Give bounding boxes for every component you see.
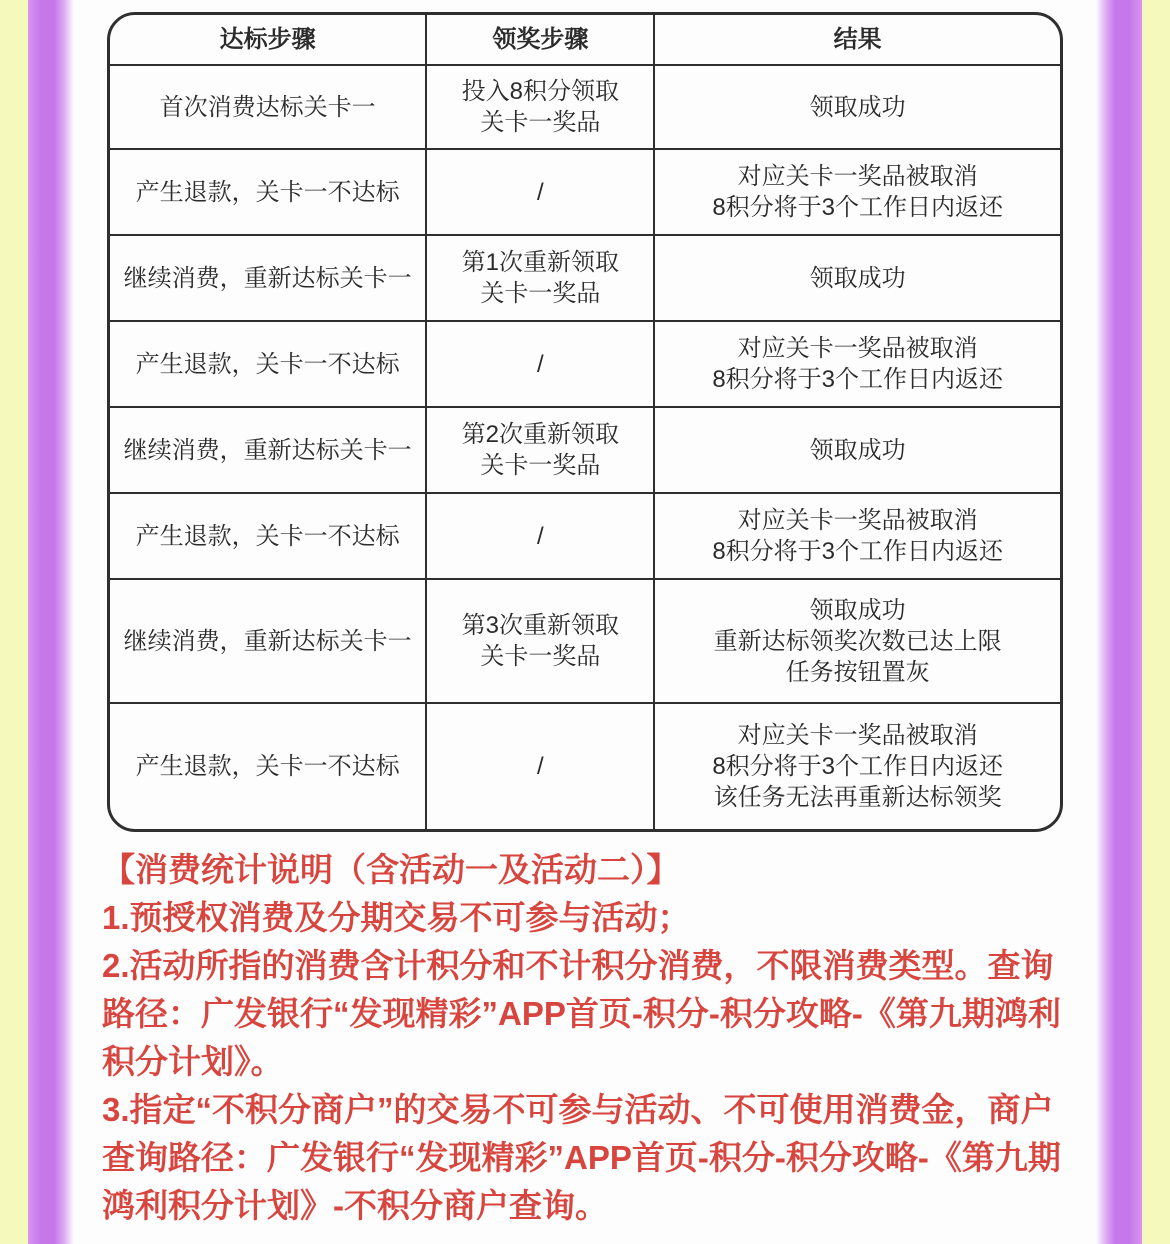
cell-line: 对应关卡一奖品被取消: [737, 507, 978, 534]
table-row: [110, 321, 1060, 407]
cell-line: 对应关卡一奖品被取消: [737, 163, 978, 190]
step-cell: [110, 235, 426, 321]
table-row: [110, 235, 1060, 321]
cell-line: 关卡一奖品: [480, 109, 601, 136]
cell-line: 该任务无法再重新达标领奖: [713, 784, 1002, 811]
cell-line: 8积分将于3个工作日内返还: [712, 538, 1004, 565]
notes-heading: 【消费统计说明（含活动一及活动二）】: [102, 851, 680, 888]
header-cell: 领奖步骤: [426, 15, 654, 65]
cell-line: 首次消费达标关卡一: [159, 93, 376, 121]
cell-line: 产生退款，关卡一不达标: [135, 178, 400, 206]
step-cell: [110, 703, 426, 829]
result-cell: [654, 493, 1060, 579]
result-cell: [654, 65, 1060, 149]
cell-line: 继续消费，重新达标关卡一: [123, 264, 412, 292]
note-item: 3.指定“不积分商户”的交易不可参与活动、不可使用消费金，商户查询路径：广发银行“发现精彩”APP首页-积分-积分攻略-《第九期鸿利积分计划》-不积分商户查询。: [102, 1091, 1061, 1224]
cell-line: 关卡一奖品: [480, 280, 601, 307]
cell-line: 投入8积分领取: [461, 78, 620, 105]
cell-line: 产生退款，关卡一不达标: [135, 350, 400, 378]
cell-line: 继续消费，重新达标关卡一: [123, 436, 412, 464]
cell-line: 领取成功: [809, 436, 906, 464]
cell-line: 重新达标领奖次数已达上限: [713, 627, 1002, 655]
reward-table-container: [107, 12, 1063, 832]
cell-line: 对应关卡一奖品被取消: [737, 722, 978, 749]
table-row: [110, 579, 1060, 703]
cell-line: 第3次重新领取: [461, 612, 620, 639]
cell-line: /: [537, 522, 544, 550]
cell-line: /: [537, 178, 544, 206]
step-cell: [110, 321, 426, 407]
note-item: 1.预授权消费及分期交易不可参与活动；: [102, 899, 691, 936]
cell-line: 领取成功: [809, 264, 906, 292]
cell-line: 第1次重新领取: [461, 249, 620, 276]
cell-line: 8积分将于3个工作日内返还: [712, 194, 1004, 221]
step-cell: [110, 579, 426, 703]
cell-line: 8积分将于3个工作日内返还: [712, 366, 1004, 393]
step-cell: [110, 149, 426, 235]
claim-cell: [426, 321, 654, 407]
step-cell: [110, 65, 426, 149]
cell-line: /: [537, 753, 544, 780]
table-row: [110, 65, 1060, 149]
result-cell: [654, 149, 1060, 235]
table-row: [110, 703, 1060, 829]
cell-line: 领取成功: [809, 596, 906, 624]
claim-cell: [426, 149, 654, 235]
result-cell: [654, 321, 1060, 407]
step-cell: [110, 493, 426, 579]
table-row: [110, 149, 1060, 235]
result-cell: [654, 407, 1060, 493]
reward-table: [110, 15, 1060, 829]
claim-cell: [426, 235, 654, 321]
step-cell: [110, 407, 426, 493]
table-header-row: [110, 15, 1060, 65]
claim-cell: [426, 703, 654, 829]
header-cell: 结果: [654, 15, 1060, 65]
cell-line: 产生退款，关卡一不达标: [135, 753, 400, 780]
claim-cell: [426, 579, 654, 703]
cell-line: 关卡一奖品: [480, 643, 601, 670]
cell-line: 第2次重新领取: [461, 421, 620, 448]
cell-line: 继续消费，重新达标关卡一: [123, 627, 412, 655]
cell-line: 领取成功: [809, 93, 906, 121]
table-row: [110, 493, 1060, 579]
claim-cell: [426, 407, 654, 493]
notes-section: [102, 846, 1070, 1230]
claim-cell: [426, 493, 654, 579]
right-frame-stripe: [1096, 0, 1142, 1244]
result-cell: [654, 703, 1060, 829]
left-frame-stripe: [28, 0, 74, 1244]
cell-line: /: [537, 350, 544, 378]
cell-line: 对应关卡一奖品被取消: [737, 335, 978, 362]
claim-cell: [426, 65, 654, 149]
cell-line: 任务按钮置灰: [785, 658, 930, 686]
header-cell: 达标步骤: [219, 26, 316, 53]
note-item: 2.活动所指的消费含计积分和不计积分消费，不限消费类型。查询路径：广发银行“发现精彩”APP首页-积分-积分攻略-《第九期鸿利积分计划》。: [102, 947, 1061, 1080]
cell-line: 8积分将于3个工作日内返还: [712, 753, 1004, 780]
table-row: [110, 407, 1060, 493]
result-cell: [654, 579, 1060, 703]
result-cell: [654, 235, 1060, 321]
cell-line: 关卡一奖品: [480, 452, 601, 479]
cell-line: 产生退款，关卡一不达标: [135, 522, 400, 550]
